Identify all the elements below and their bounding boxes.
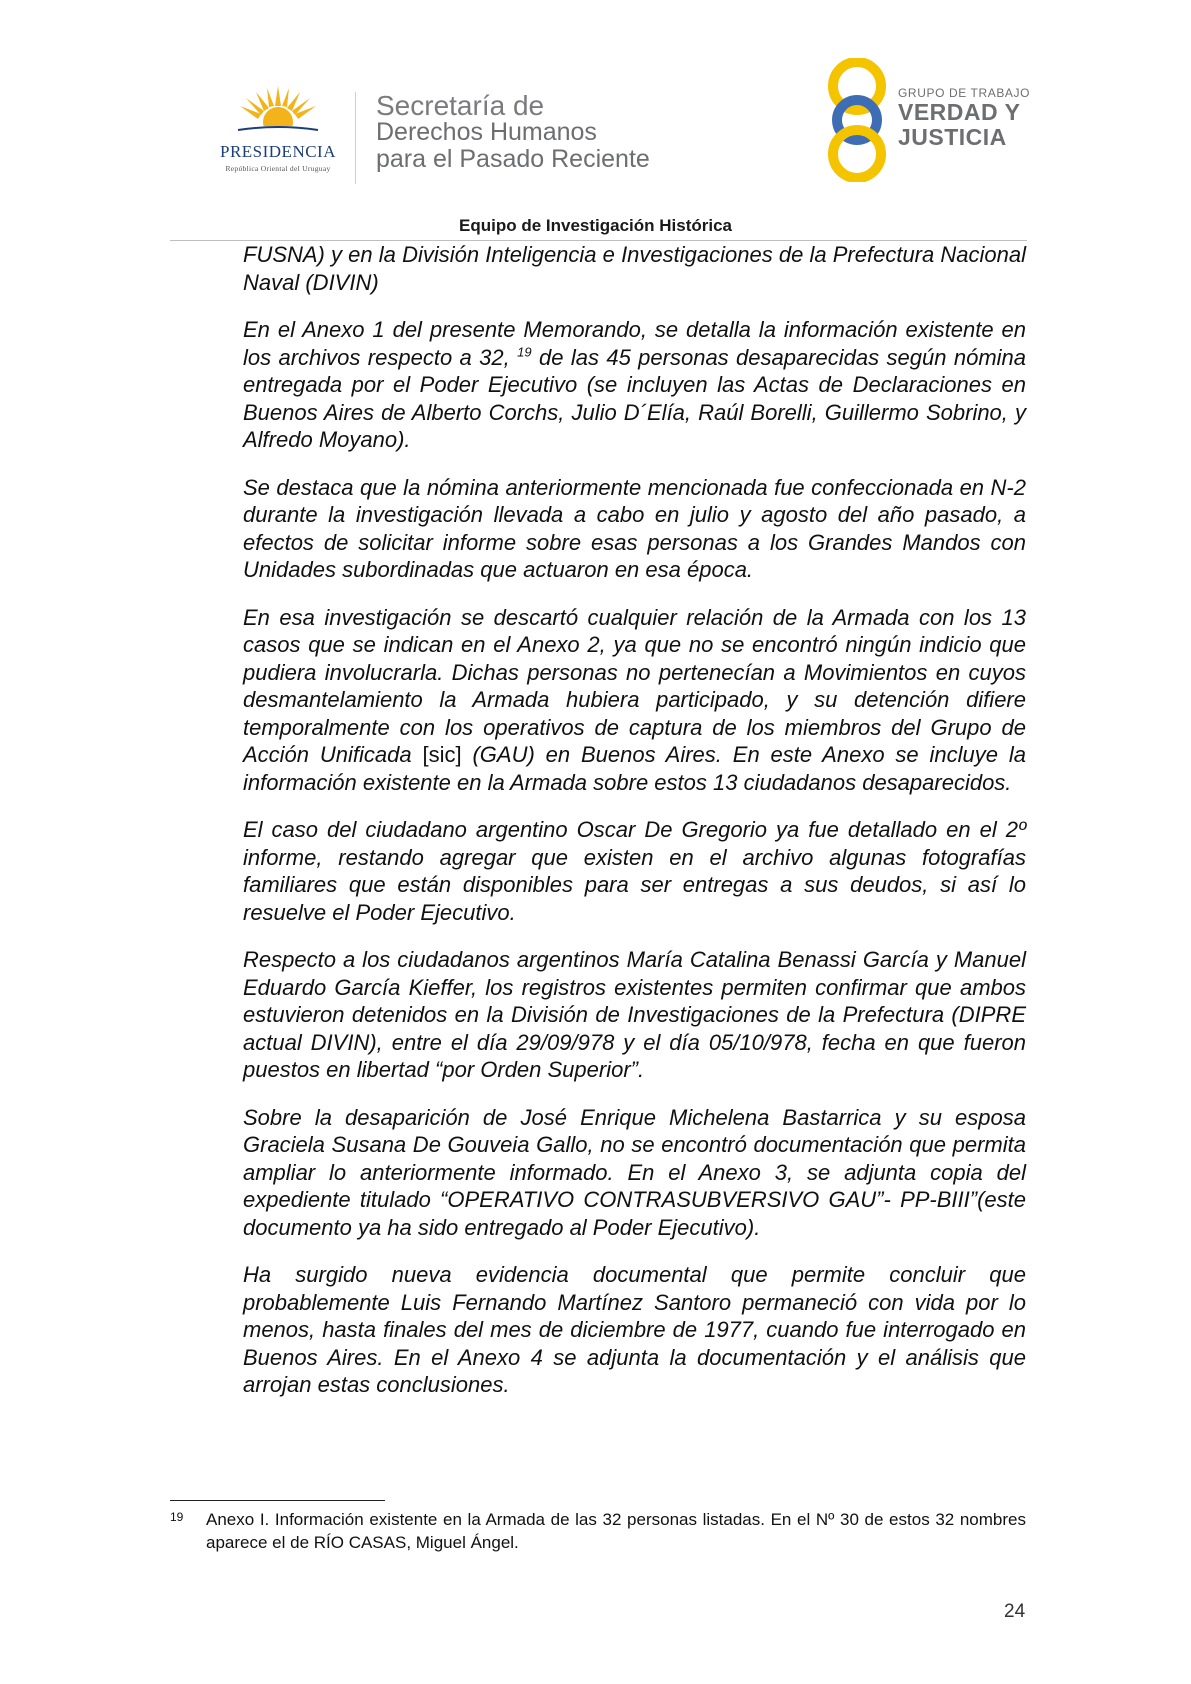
justicia-label: JUSTICIA xyxy=(898,124,1007,150)
presidencia-logo xyxy=(198,84,358,176)
grupo-trabajo-label: GRUPO DE TRABAJO xyxy=(898,86,1031,100)
paragraph-8: Ha surgido nueva evidencia documental que permite concluir que probablemente Luis Fernando Martínez Santoro permaneció con vida por lo menos, hasta finales del mes de diciembre de 1977, cuando fue interrogado en Buenos Aires. En el Anexo 4 se adjunta la documentación y el análisis que arrojan estas conclusiones. xyxy=(243,1262,1026,1397)
paragraph-2-text-a: En el Anexo 1 del presente Memorando, se detalla la información existente en los archivos respecto a 32, xyxy=(243,317,1026,370)
paragraph-1: FUSNA) y en la División Inteligencia e Investigaciones de la Prefectura Nacional Naval (DIVIN) xyxy=(243,242,1026,295)
sic-marker: [sic] xyxy=(422,742,462,767)
paragraph-4-text-a: En esa investigación se descartó cualquier relación de la Armada con los 13 casos que se indican en el Anexo 2, ya que no se encontró ningún indicio que pudiera involucrarla. Dichas personas no pertenecían a Movimientos en cuyos desmantelamiento la Armada hubiera participado, y su detención difiere temporalmente con los operativos de captura de los miembros del Grupo de Acción Unificada xyxy=(243,604,1026,767)
paragraph-4 xyxy=(243,604,1026,797)
grupo-trabajo-text xyxy=(898,86,1030,150)
header-divider xyxy=(355,92,356,184)
secretaria-logo-text xyxy=(376,92,650,173)
footnote xyxy=(170,1508,1026,1554)
footnote-text: Anexo I. Información existente en la Armada de las 32 personas listadas. En el Nº 30 de estos 32 nombres aparece el de RÍO CASAS, Miguel Ángel. xyxy=(206,1510,1026,1552)
footnote-separator xyxy=(170,1500,385,1501)
presidencia-title: PRESIDENCIA xyxy=(219,142,336,161)
paragraph-7: Sobre la desaparición de José Enrique Michelena Bastarrica y su esposa Graciela Susana De Gouveia Gallo, no se encontró documentación que permita ampliar lo anteriormente informado. En el Anexo 3, se adjunta copia del expediente titulado “OPERATIVO CONTRASUBVERSIVO GAU”- PP-BIII”(este documento ya ha sido entregado al Poder Ejecutivo). xyxy=(243,1104,1026,1240)
paragraph-6: Respecto a los ciudadanos argentinos María Catalina Benassi García y Manuel Eduardo García Kieffer, los registros existentes permiten confirmar que ambos estuvieron detenidos en la División de Investigaciones de la Prefectura (DIPRE actual DIVIN), entre el día 29/09/978 y el día 05/10/978, fecha en que fueron puestos en libertad “por Orden Superior”. xyxy=(243,947,1026,1082)
page-header xyxy=(0,0,1191,240)
presidencia-subtitle: República Oriental del Uruguay xyxy=(225,164,331,173)
paragraph-3: Se destaca que la nómina anteriormente mencionada fue confeccionada en N-2 durante la investigación llevada a cabo en julio y agosto del año pasado, a efectos de solicitar informe sobre esas personas a los Grandes Mandos con Unidades subordinadas que actuaron en esa época. xyxy=(243,474,1026,582)
verdad-justicia-rings-icon xyxy=(822,58,892,182)
verdad-label: VERDAD Y xyxy=(898,99,1021,125)
paragraph-2 xyxy=(243,316,1026,454)
secretaria-line-3: para el Pasado Reciente xyxy=(376,145,650,173)
secretaria-line-2: Derechos Humanos xyxy=(376,118,597,146)
document-body xyxy=(243,241,1026,1419)
paragraph-5: El caso del ciudadano argentino Oscar De Gregorio ya fue detallado en el 2º informe, restando agregar que existen en el archivo algunas fotografías familiares que están disponibles para ser entregas a sus deudos, si así lo resuelve el Poder Ejecutivo. xyxy=(243,817,1026,925)
footnote-reference: 19 xyxy=(517,344,532,360)
paragraph-2-text-b: de las 45 personas desaparecidas según nómina entregada por el Poder Ejecutivo (se incluyen las Actas de Declaraciones en Buenos Aires de Alberto Corchs, Julio D´Elía, Raúl Borelli, Guillermo Sobrino, y Alfredo Moyano). xyxy=(243,344,1026,452)
footnote-number: 19 xyxy=(170,1510,184,1524)
paragraph-4-text-b: (GAU) en Buenos Aires. En este Anexo se incluye la información existente en la Armada sobre estos 13 ciudadanos desaparecidos. xyxy=(243,742,1026,795)
sun-emblem-icon xyxy=(236,84,320,136)
team-title: Equipo de Investigación Histórica xyxy=(459,216,732,235)
secretaria-line-1: Secretaría de xyxy=(376,90,545,121)
page-number: 24 xyxy=(1004,1601,1026,1622)
